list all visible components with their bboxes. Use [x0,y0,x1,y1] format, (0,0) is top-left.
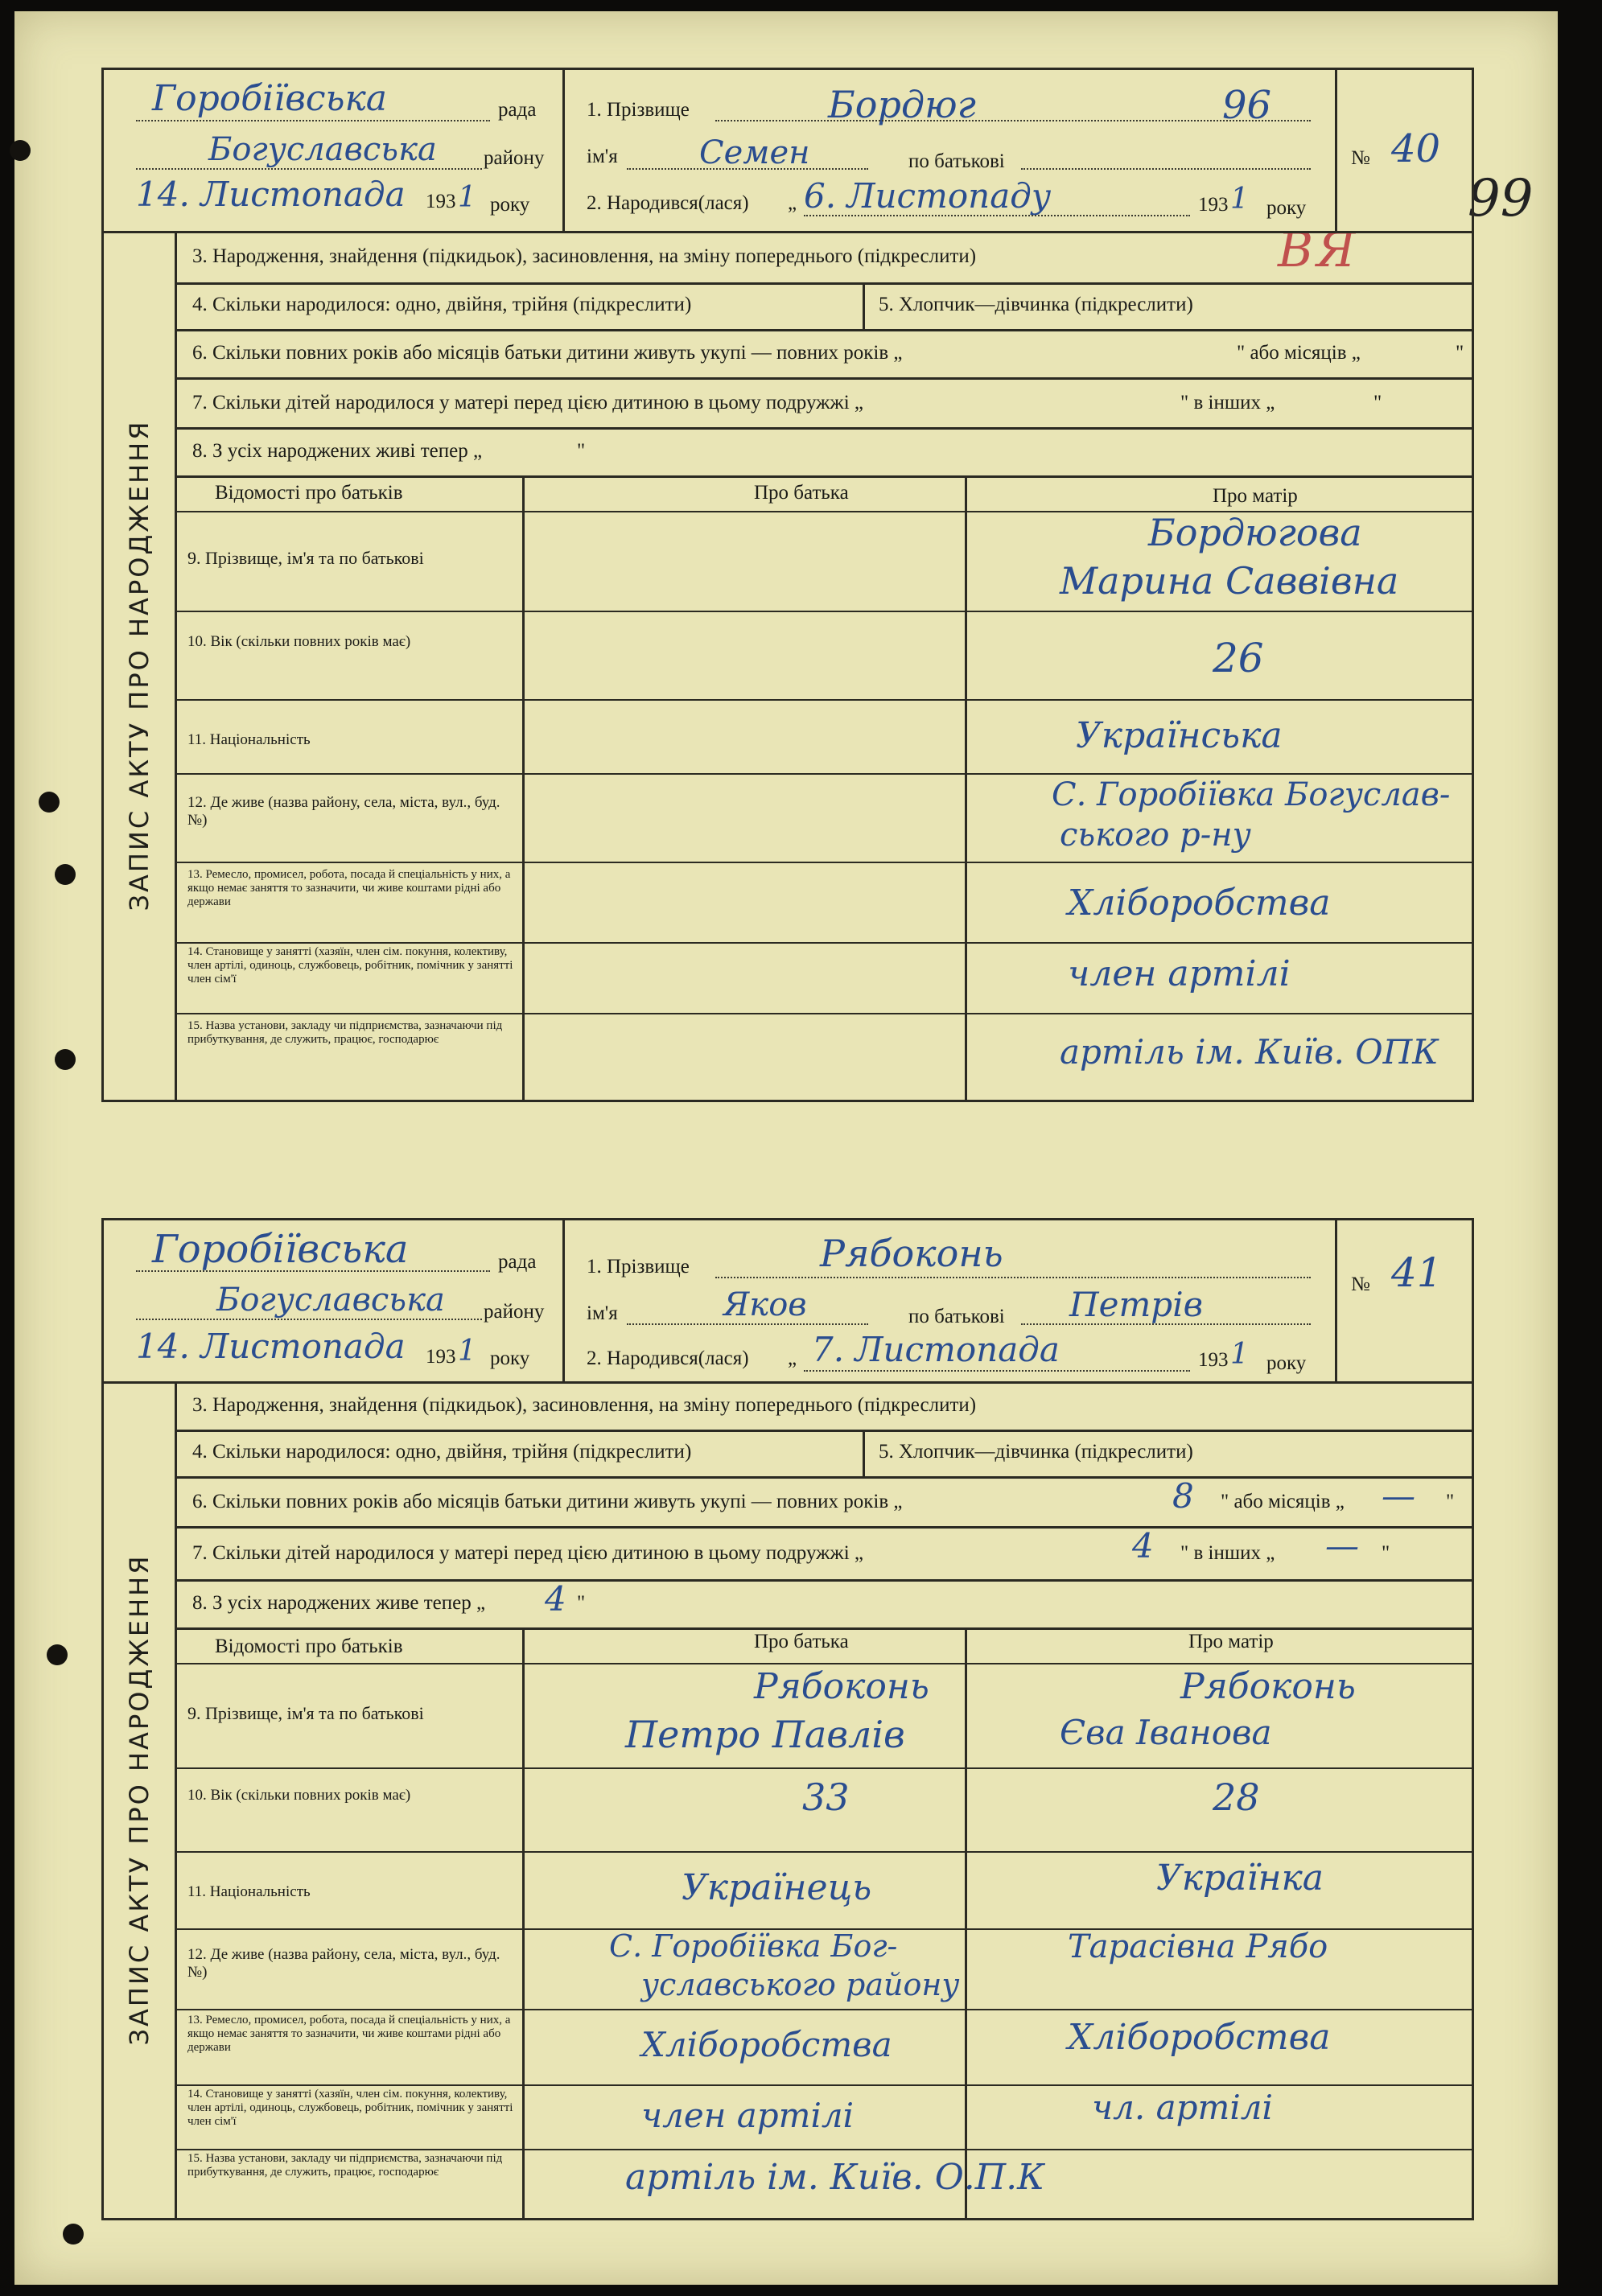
q6-months: — [1382,1476,1415,1516]
raion-value: Богуславська [208,131,437,168]
registration-year: 1 [458,181,476,214]
mother-occupation: Хліборобства [1068,883,1331,924]
born-date: 7. Листопада [812,1330,1060,1369]
raion-label: району [484,147,545,169]
father-nationality: Українець [682,1867,872,1908]
father-name: Петро Павлів [625,1713,905,1756]
mother-occupation: Хліборобства [1068,2017,1331,2058]
mother-residence-1: С. Горобіївка Богуслав- [1052,776,1451,813]
name-value: Семен [699,134,810,171]
mother-workplace: артіль ім. Київ. ОПК [1060,1032,1439,1072]
side-title: ЗАПИС АКТУ ПРО НАРОДЖЕННЯ [104,1381,177,2218]
mother-name: Марина Саввівна [1060,559,1399,603]
q4-label: 4. Скільки народилося: одно, двійня, трійня (підкреслити) [192,294,692,315]
document-sheet [14,11,1558,2285]
mother-residence-2: ського р-ну [1060,817,1251,854]
father-residence-1: С. Горобіївка Бог- [609,1928,898,1964]
mother-name: Єва Іванова [1060,1713,1272,1752]
father-surname: Рябоконь [754,1666,929,1707]
q7-label: 7. Скільки дітей народилося у матері перед цією дитиною в цьому подружжі „ [192,392,863,414]
mother-status: член артілі [1068,953,1291,994]
record-number: 41 [1391,1249,1443,1296]
record-header: Горобіївська рада Богуславська району 14. Листопада 193 1 року 1. Прізвище Бордюг 96 ім'я Семен по батькові 2. Народився(лася) „ 6. Листопаду 193 1 року № 40 [104,70,1472,233]
registration-date: 14. Листопада [136,1327,406,1366]
name-label: ім'я [587,146,618,167]
born-date: 6. Листопаду [804,176,1052,216]
rada-label: рада [498,99,537,121]
q7-other: — [1325,1526,1359,1566]
q6-label: 6. Скільки повних років або місяців батьки дитини живуть укупі — повних років „ [192,342,903,364]
col-mother-header: Про матір [1213,485,1298,507]
mother-age: 26 [1213,635,1264,681]
binding-hole [39,792,60,813]
binding-hole [55,1049,76,1070]
q6-years: 8 [1172,1476,1194,1516]
birth-record-1: Горобіївська рада Богуславська району 14. Листопада 193 1 року 1. Прізвище Бордюг 96 ім'я Семен по батькові 2. Народився(лася) „ 6. Листопаду 193 1 року № 40 ЗАПИС АКТУ ПРО НАРОДЖЕННЯ 3. Народження, знайдення (підкидьок), засиновлення, на зміну попереднього (підкреслити) 4. Скільки народилося: одно, двійня, трійня (підкреслити) 5. Хлопчик—дівчинка (підкреслити) 6. Скільки повних років або місяців батьки дитини живуть укупі — повних років „ " або місяців „ " 7. Скільки дітей народилося у матері перед цією дитиною в цьому подружжі „ " в інших „ " 8. З усіх народжених живі тепер „ " Відомості про батьків Про батька Про матір 9. Прізвище, ім'я та по батькові Бордюгова Марина Саввівна 10. Вік (скільки повних років має) 26 11. Національність Українська 12. Де живе (назва району, села, міста, вул., буд. №) С. Горобіївка Богуслав- ського р-ну 13. Ремесло, промисел, робота, посада й спеціальність у них, а якщо немає заняття то зазначити, чи живе коштами рідні або держави Хліборобства 14. Становище у занятті (хазяїн, член сім. покуння, колективу, член артілі, одиноць, службовець, робітник, помічник у занятті член сім'ї член артілі 15. Назва установи, закладу чи підприємства, зазначаючи під прибуткування, де служить, працює, господарює артіль ім. Київ. ОПК [101,68,1474,1102]
birth-record-2: Горобіївська рада Богуславська району 14. Листопада 193 1 року 1. Прізвище Рябоконь ім'я Яков по батькові Петрів 2. Народився(лася) „ 7. Листопада 193 1 року № 41 ЗАПИС АКТУ ПРО НАРОДЖЕННЯ 3. Народження, знайдення (підкидьок), засиновлення, на зміну попереднього (підкреслити) 4. Скільки народилося: одно, двійня, трійня (підкреслити) 5. Хлопчик—дівчинка (підкреслити) 6. Скільки повних років або місяців батьки дитини живуть укупі — повних років „ 8 " або місяців „ — " 7. Скільки дітей народилося у матері перед цією дитиною в цьому подружжі „ 4 " в інших „ — " 8. З усіх народжених живе тепер „ 4 " Відомості про батьків Про батька Про матір 9. Прізвище, ім'я та по батькові Рябоконь Петро Павлів Рябоконь Єва Іванова 10. Вік (скільки повних років має) 33 28 11. Національність Українець Українка 12. Де живе (назва району, села, міста, вул., буд. №) С. Горобіївка Бог- уславського району Тарасівна Рябо 13. Ремесло, промисел, робота, посада й спеціальність у них, а якщо немає заняття то зазначити, чи живе коштами рідні або держави Хліборобства Хліборобства 14. Становище у занятті (хазяїн, член сім. покуння, колективу, член артілі, одиноць, службовець, робітник, помічник у занятті член сім'ї член артілі чл. артілі 15. Назва установи, закладу чи підприємства, зазначаючи під прибуткування, де служить, працює, господарює артіль ім. Київ. О.П.К [101,1218,1474,2220]
q5-label: 5. Хлопчик—дівчинка (підкреслити) [879,294,1193,315]
binding-hole [55,864,76,885]
father-status: член артілі [641,2096,855,2135]
q8-label: 8. З усіх народжених живі тепер „ [192,440,483,462]
name-value: Яков [723,1286,807,1323]
registration-date: 14. Листопада [136,175,406,214]
rada-value: Горобіївська [152,1227,409,1272]
q8-alive: 4 [545,1579,566,1619]
mother-nationality: Українська [1076,715,1283,756]
patronymic-value: Петрів [1069,1285,1204,1324]
born-label: 2. Народився(лася) [587,192,749,214]
father-occupation: Хліборобства [641,2025,892,2064]
record-header: Горобіївська рада Богуславська району 14. Листопада 193 1 року 1. Прізвище Рябоконь ім'я Яков по батькові Петрів 2. Народився(лася) „ 7. Листопада 193 1 року № 41 [104,1220,1472,1384]
surname-value: Бордюг [828,83,976,126]
number-label: № [1351,147,1370,169]
mother-age: 28 [1213,1775,1260,1819]
surname-label: 1. Прізвище [587,99,690,121]
mother-surname: Рябоконь [1180,1666,1356,1707]
patronymic-label: по батькові [908,150,1005,172]
page-number: 99 [1468,169,1534,228]
binding-hole [47,1644,68,1665]
mother-status: чл. артілі [1092,2088,1273,2127]
binding-hole [63,2224,84,2245]
born-year: 1 [1230,183,1249,216]
father-workplace: артіль ім. Київ. О.П.К [625,2157,1045,2198]
mother-nationality: Українка [1156,1858,1324,1899]
rada-value: Горобіївська [152,78,387,119]
record-number: 40 [1391,126,1441,171]
col-father-header: Про батька [754,482,849,504]
number-mark: 96 [1222,83,1272,128]
father-age: 33 [802,1775,850,1819]
raion-value: Богуславська [216,1282,445,1319]
binding-hole [10,140,31,161]
registration-year: 1 [458,1335,476,1368]
mother-surname: Бордюгова [1148,511,1362,554]
father-residence-2: уславського району [641,1967,960,2002]
mother-residence-1: Тарасівна Рябо [1068,1928,1328,1965]
q7-this-marriage: 4 [1132,1526,1154,1566]
red-mark: ВЯ [1278,222,1359,278]
surname-value: Рябоконь [820,1232,1003,1275]
col-info-header: Відомості про батьків [215,482,403,504]
born-year: 1 [1230,1338,1249,1371]
q3-label: 3. Народження, знайдення (підкидьок), засиновлення, на зміну попереднього (підкреслити) [192,245,977,267]
side-title: ЗАПИС АКТУ ПРО НАРОДЖЕННЯ [104,231,177,1100]
